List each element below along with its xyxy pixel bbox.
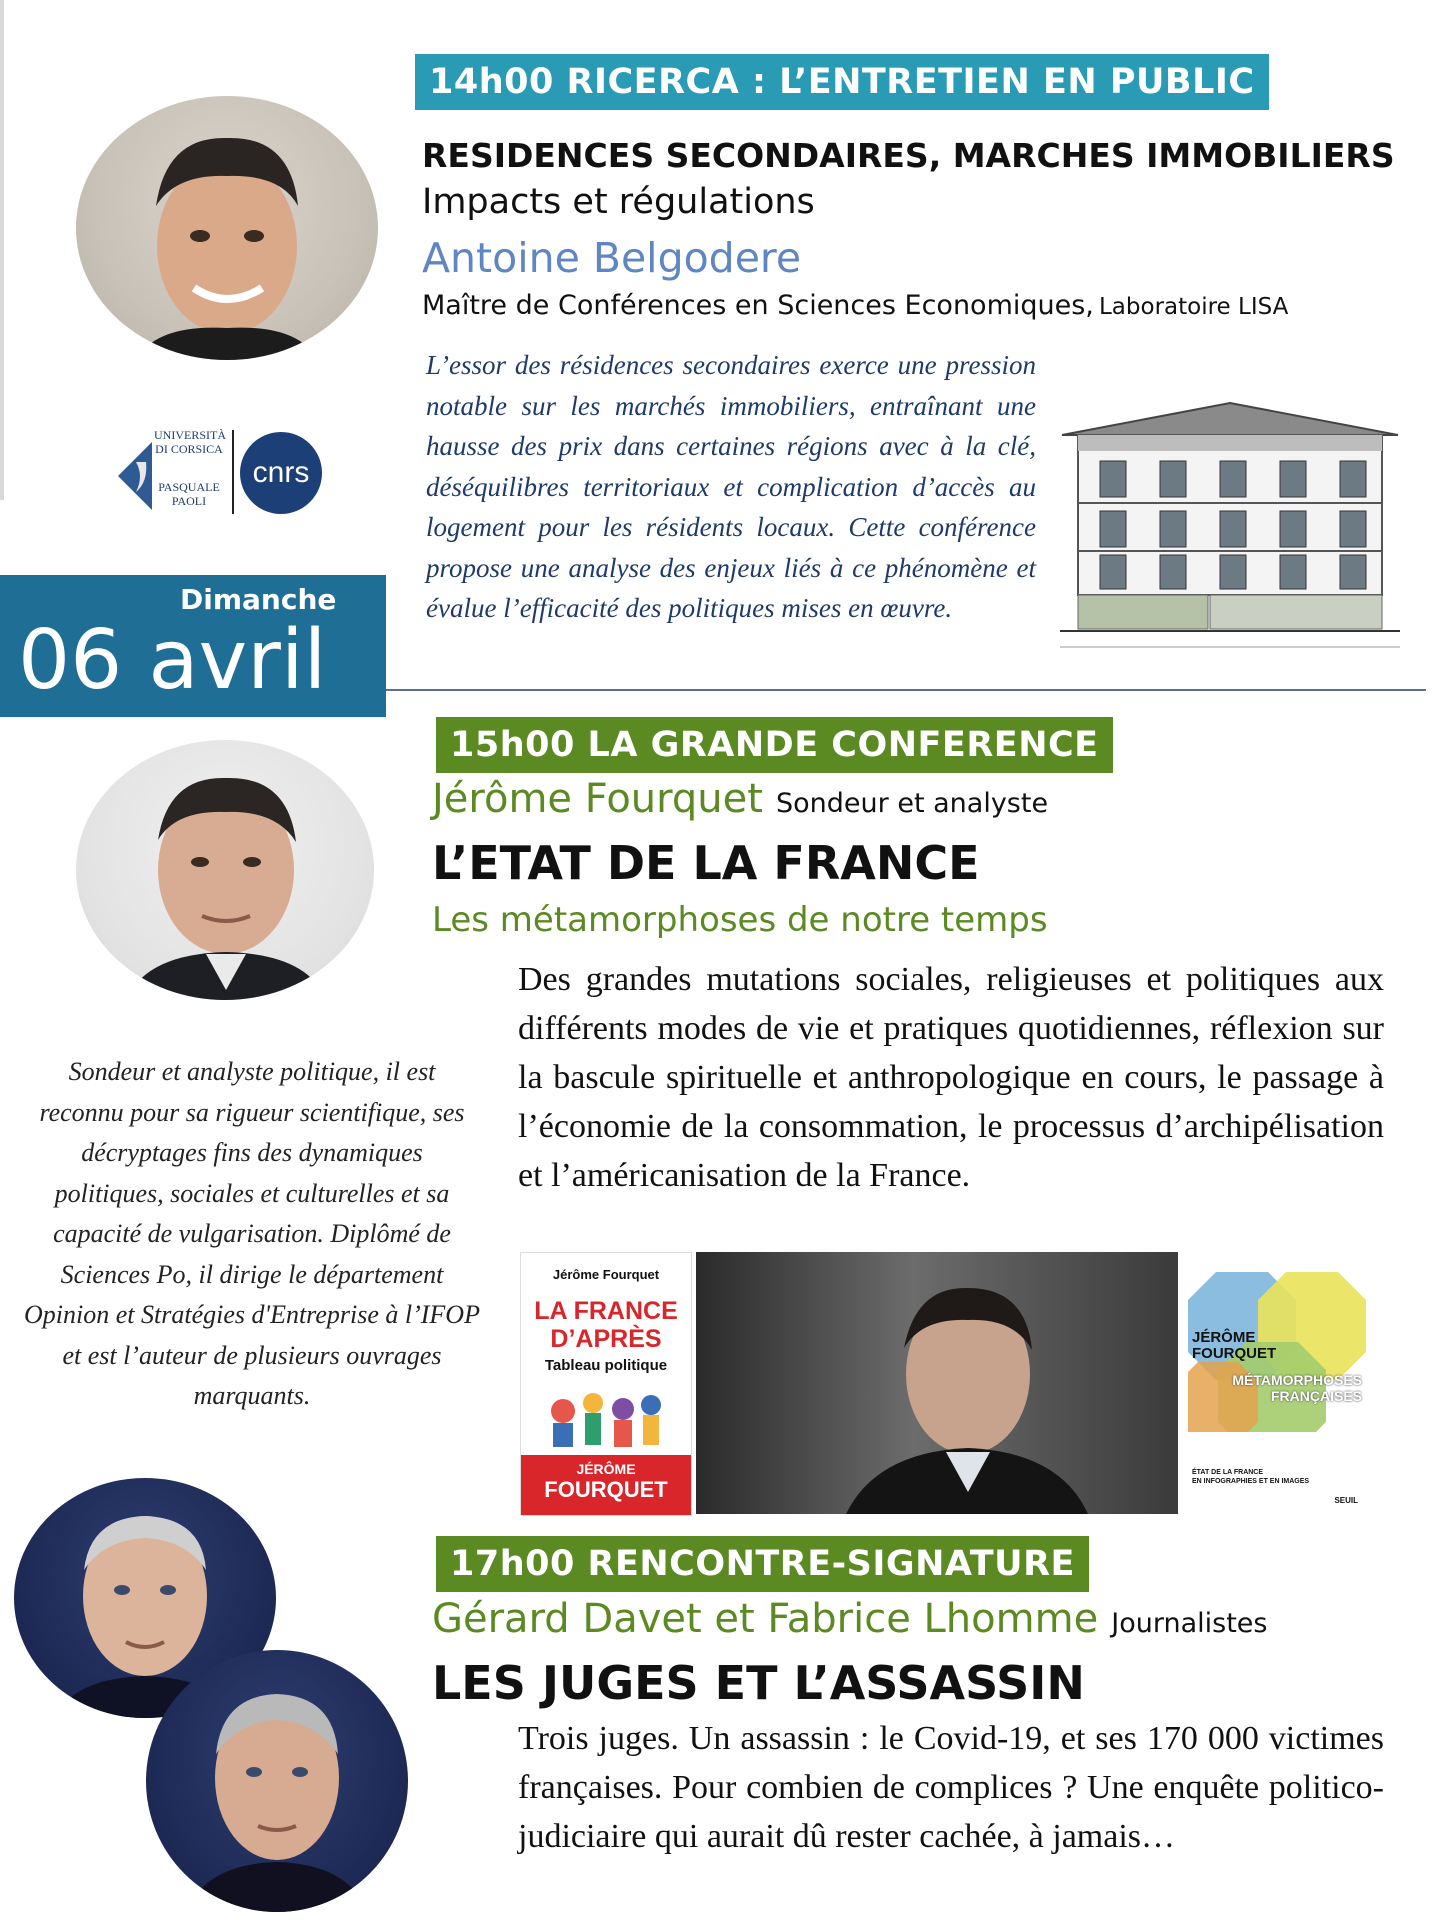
universita-line-3: PASQUALE	[158, 480, 220, 494]
antoine-belgodere-photo	[76, 96, 378, 360]
book1-title-line2: D’APRÈS	[550, 1325, 662, 1353]
cnrs-text: cnrs	[252, 456, 310, 489]
book1-subtitle: Tableau politique	[544, 1357, 668, 1374]
jerome-fourquet-photo	[76, 740, 374, 1000]
cnrs-logo	[240, 432, 322, 514]
session2-role: Sondeur et analyste	[776, 788, 1049, 819]
left-margin-rule	[0, 0, 4, 500]
book2-publisher: SEUIL	[1334, 1496, 1358, 1505]
book1-author: Jérôme Fourquet	[552, 1267, 660, 1282]
event-date: 06 avril	[18, 613, 327, 708]
session2-time-tag: 15h00 LA GRANDE CONFERENCE	[436, 717, 1113, 773]
jerome-fourquet-portrait	[696, 1252, 1178, 1514]
date-block	[0, 575, 386, 717]
book2-author-line1: JÉRÔME	[1192, 1329, 1256, 1346]
day-name: Dimanche	[180, 583, 337, 616]
universita-line-1: UNIVERSITÀ	[154, 428, 226, 442]
book1-title-line1: LA FRANCE	[534, 1297, 678, 1325]
session1-time-tag: 14h00 RICERCA : L’ENTRETIEN EN PUBLIC	[415, 54, 1269, 110]
universita-di-corsica-logo	[108, 428, 228, 516]
session3-time-tag: 17h00 RENCONTRE-SIGNATURE	[436, 1536, 1089, 1592]
building-illustration	[1060, 395, 1400, 655]
session2-description: Des grandes mutations sociales, religieuses et politiques aux différents modes de vie et pratiques quotidiennes, réflexion sur la bascule spirituelle et anthropologique en cours, le passage à l’économie de la consommation, le processus d’archipélisation et l’américanisation de la France.	[518, 961, 1384, 1194]
session1-lab: Laboratoire LISA	[1098, 294, 1289, 320]
session1-role-title: Maître de Conférences en Sciences Economiques,	[422, 290, 1094, 321]
session3-description: Trois juges. Un assassin : le Covid-19, et ses 170 000 victimes françaises. Pour combien de complices ? Une enquête politico- judiciaire qui aurait dû rester cachée, à jamais…	[518, 1720, 1384, 1855]
logo-divider	[232, 430, 234, 514]
session1-title: RESIDENCES SECONDAIRES, MARCHES IMMOBILIERS	[422, 136, 1395, 175]
universita-line-2: DI CORSICA	[155, 442, 223, 456]
session2-subtitle: Les métamorphoses de notre temps	[432, 900, 1048, 940]
fabrice-lhomme-photo	[146, 1650, 408, 1912]
book2-title-line1: MÉTAMORPHOSES	[1232, 1372, 1362, 1388]
book-metamorphoses-francaises	[1188, 1272, 1366, 1510]
session2-speaker: Jérôme Fourquet	[432, 776, 763, 822]
session2-bio: Sondeur et analyste politique, il est reconnu pour sa rigueur scientifique, ses décryptages fins des dynamiques politiques, sociales et culturelles et sa capacité de vulgarisation. Diplômé de Sciences Po, il dirige le département Opinion et Stratégies d'Entreprise à l’IFOP et est l’auteur de plusieurs ouvrages marquants.	[24, 1057, 480, 1410]
book2-title-line2: FRANÇAISES	[1270, 1388, 1362, 1404]
book1-illustration	[541, 1381, 671, 1451]
book2-author-line2: FOURQUET	[1192, 1345, 1277, 1362]
session3-speaker-line	[432, 1596, 1267, 1642]
session1-speaker: Antoine Belgodere	[422, 234, 802, 282]
session3-title: LES JUGES ET L’ASSASSIN	[432, 1656, 1085, 1710]
session3-speakers: Gérard Davet et Fabrice Lhomme	[432, 1596, 1099, 1642]
session3-role: Journalistes	[1111, 1608, 1268, 1639]
book2-tagline-line1: ÉTAT DE LA FRANCE	[1192, 1469, 1264, 1476]
section-divider	[386, 689, 1426, 691]
session2-title: L’ETAT DE LA FRANCE	[432, 836, 980, 890]
book2-tagline-line2: EN INFOGRAPHIES ET EN IMAGES	[1192, 1478, 1310, 1485]
session1-role	[422, 290, 1288, 321]
book1-author-caps-line2: FOURQUET	[544, 1477, 668, 1502]
book1-author-caps-line1: JÉRÔME	[576, 1461, 636, 1477]
session1-description: L’essor des résidences secondaires exerce une pression notable sur les marchés immobiliers, entraînant une hausse des prix dans certaines régions avec à la clé, déséquilibres territoriaux et complication d’accès au logement pour les résidents locaux. Cette conférence propose une analyse des enjeux liés à ce phénomène et évalue l’efficacité des politiques mises en œuvre.	[426, 350, 1036, 623]
session2-speaker-line	[432, 776, 1048, 822]
book-la-france-dapres	[520, 1252, 692, 1516]
session1-subtitle: Impacts et régulations	[422, 182, 815, 222]
universita-line-4: PAOLI	[171, 494, 207, 508]
